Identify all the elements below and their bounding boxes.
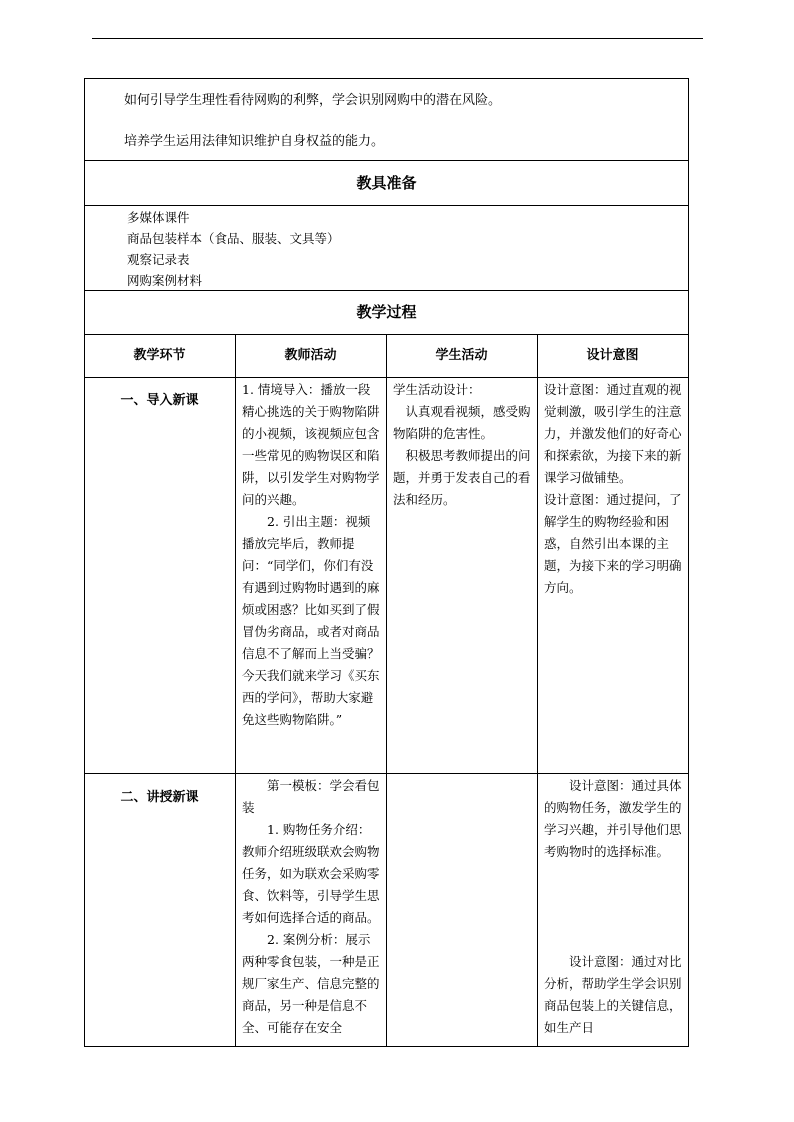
goal-text: 如何引导学生理性看待网购的利弊，学会识别网购中的潜在风险。 [124,93,502,108]
column-divider [235,334,236,1046]
materials-item: 网购案例材料 [127,273,203,288]
table-border-right [688,78,689,1047]
student-activity: 学生活动设计： 认真观看视频，感受购物陷阱的危害性。 积极思考教师提出的问题，并勇于发表自己的看法和经历。 [393,382,531,507]
goal-text: 培养学生运用法律知识维护自身权益的能力。 [124,134,385,149]
design-intent: 设计意图：通过直观的视觉刺激，吸引学生的注意力，并激发他们的好奇心和探索欲，为接下来的新课学习做铺垫。 设计意图：通过提问，了解学生的购物经验和困惑，自然引出本课的主题，为接下来的学习明确方向。 [544,382,682,595]
column-divider [537,334,538,1046]
materials-item: 观察记录表 [127,252,190,267]
student-activity [393,775,533,1045]
column-header-teacher: 教师活动 [284,348,337,363]
materials-heading: 教具准备 [356,174,417,192]
teacher-activity: 第一模板：学会看包装 1. 购物任务介绍：教师介绍班级联欢会购物任务，如为联欢会采购零食、饮料等，引导学生思考如何选择合适的商品。 2. 案例分析：展示两种零食包装，一种是正规厂家生产、信息完整的商品，另一种是信息不全、可能存在安全 [242,778,380,1035]
teacher-activity: 1. 情境导入：播放一段精心挑选的关于购物陷阱的小视频，该视频应包含一些常见的购物误区和陷阱，以引发学生对购物学问的兴趣。 2. 引出主题：视频播放完毕后，教师提问：“同学们，你们有没有遇到过购物时遇到的麻烦或困惑？比如买到了假冒伪劣商品，或者对商品信息不了解而上当受骗？今天我们就来学习《买东西的学问》，帮助大家避免这些购物陷阱。” [242,382,380,727]
column-header-student: 学生活动 [435,348,488,363]
page-header-rule [92,38,703,39]
materials-item: 多媒体课件 [127,210,190,225]
stage-label: 二、讲授新课 [120,790,199,805]
materials-item: 商品包装样本（食品、服装、文具等） [127,231,340,246]
process-heading: 教学过程 [356,303,417,321]
table-border-left [84,78,85,1047]
design-intent: 设计意图：通过具体的购物任务，激发学生的学习兴趣，并引导他们思考购物时的选择标准。 设计意图：通过对比分析，帮助学生学会识别商品包装上的关键信息，如生产日 [544,778,682,1035]
column-header-intent: 设计意图 [586,348,639,363]
table-border-top [84,78,689,79]
table-border-bottom [84,1046,689,1047]
row-divider [84,205,689,206]
row-divider [84,160,689,161]
stage-label: 一、导入新课 [120,393,199,408]
column-header-stage: 教学环节 [133,348,186,363]
column-divider [386,334,387,1046]
